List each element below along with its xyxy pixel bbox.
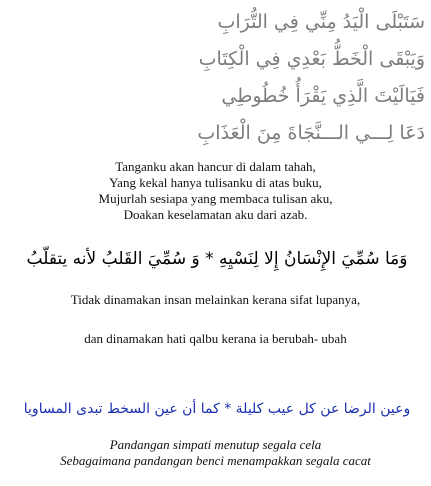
arabic-poem: [150, 4, 425, 152]
malay-couplet-line: Pandangan simpati menutup segala cela: [109, 437, 322, 452]
arabic-poem-line: دَعَا لِـــي الـــنَّجَاةَ مِنَ الْعَذَابِ: [197, 122, 425, 144]
malay-poem-line: Tanganku akan hancur di dalam tahah,: [115, 159, 316, 174]
malay-couplet-line: Sebagaimana pandangan benci menampakkan segala cacat: [60, 453, 371, 468]
malay-poem-translation: [0, 159, 431, 223]
malay-poem-line: Mujurlah sesiapa yang membaca tulisan aku,: [98, 191, 333, 206]
arabic-poem-line: سَتَبْلَى الْيَدُ مِنِّي فِي التُّرَابِ: [217, 11, 425, 33]
malay-couplet-translation: [0, 437, 431, 469]
arabic-verse: وَمَا سُمِّيَ الإِنْسَانُ إِلا لِنَسْيِهِ * وَ سُمِّيَ القَلبُ لأنه يتقلّبُ: [26, 249, 408, 269]
malay-verse-translation-line: Tidak dinamakan insan melainkan kerana sifat lupanya,: [70, 292, 361, 307]
arabic-poem-line: وَيَبْقَى الْخَطُّ بَعْدِي فِي الْكِتَابِ: [198, 48, 425, 70]
malay-verse-translation-line: dan dinamakan hati qalbu kerana ia berubah- ubah: [84, 331, 347, 346]
arabic-couplet: وعين الرضا عن كل عيب كليلة * كما أن عين السخط تبدى المساويا: [23, 401, 411, 417]
arabic-poem-line: فَيَالَيْتَ الَّذِي يَقْرَأُ خُطُوطِي: [221, 85, 425, 107]
malay-poem-line: Doakan keselamatan aku dari azab.: [123, 207, 308, 222]
malay-poem-line: Yang kekal hanya tulisanku di atas buku,: [109, 175, 322, 190]
